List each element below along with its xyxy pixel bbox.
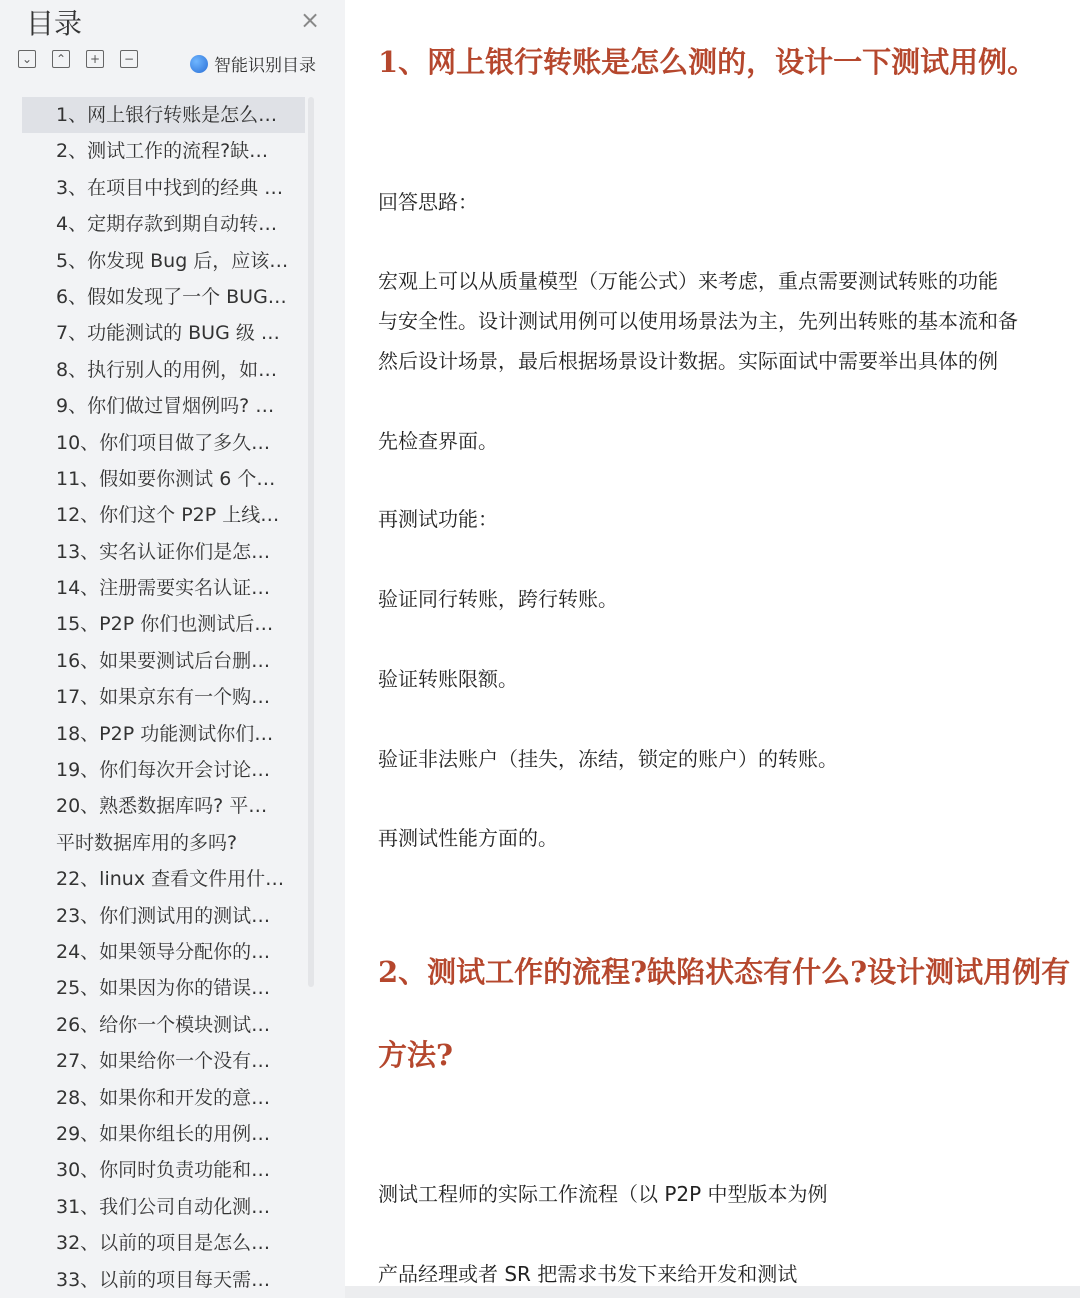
close-icon[interactable]: × — [300, 6, 321, 34]
toc-item[interactable]: 1、网上银行转账是怎么… — [22, 97, 305, 133]
smart-toc-label: 智能识别目录 — [214, 56, 316, 76]
intro-line-2: 与安全性。设计测试用例可以使用场景法为主，先列出转账的基本流和备 — [378, 309, 1018, 333]
paragraph-verify-3: 验证非法账户（挂失，冻结，锁定的账户）的转账。 — [378, 747, 838, 771]
smart-toc-button[interactable] — [190, 51, 316, 76]
toc-item[interactable]: 33、以前的项目每天需… — [56, 1268, 271, 1291]
intro-line-1: 宏观上可以从质量模型（万能公式）来考虑，重点需要测试转账的功能 — [378, 269, 998, 293]
toc-list — [22, 97, 305, 1298]
collapse-all-icon[interactable]: ⌄ — [18, 50, 36, 68]
toc-item[interactable]: 25、如果因为你的错误… — [56, 977, 271, 1000]
toc-item[interactable]: 12、你们这个 P2P 上线… — [56, 504, 280, 527]
toc-item[interactable]: 23、你们测试用的测试… — [56, 904, 271, 927]
toc-item[interactable]: 15、P2P 你们也测试后… — [56, 613, 274, 636]
toc-item[interactable]: 5、你发现 Bug 后，应该… — [56, 249, 289, 272]
paragraph-test-func: 再测试功能： — [378, 507, 498, 531]
toc-item[interactable]: 18、P2P 功能测试你们… — [56, 722, 274, 745]
expand-up-icon[interactable]: ⌃ — [52, 50, 70, 68]
toc-sidebar — [0, 0, 345, 1298]
toc-item[interactable]: 13、实名认证你们是怎… — [56, 540, 271, 563]
smart-toc-icon — [190, 55, 208, 73]
toc-item[interactable]: 8、执行别人的用例，如… — [56, 358, 278, 381]
paragraph-flow: 测试工程师的实际工作流程（以 P2P 中型版本为例 — [378, 1182, 828, 1206]
paragraph-verify-2: 验证转账限额。 — [378, 667, 518, 691]
toc-item[interactable]: 30、你同时负责功能和… — [56, 1159, 271, 1182]
paragraph-last: 产品经理或者 SR 把需求书发下来给开发和测试 — [378, 1262, 798, 1286]
collapse-minus-icon[interactable]: − — [120, 50, 138, 68]
toc-item[interactable]: 10、你们项目做了多久… — [56, 431, 271, 454]
toc-title: 目录 — [26, 7, 83, 40]
heading-1: 1、网上银行转账是怎么测的，设计一下测试用例。 — [378, 45, 1037, 79]
horizontal-scrollbar[interactable] — [345, 1286, 1080, 1298]
toc-toolbar — [18, 50, 138, 68]
answer-label: 回答思路： — [378, 190, 478, 214]
toc-item[interactable]: 32、以前的项目是怎么… — [56, 1232, 271, 1255]
paragraph-perf: 再测试性能方面的。 — [378, 826, 558, 850]
expand-plus-icon[interactable]: + — [86, 50, 104, 68]
toc-item[interactable]: 2、测试工作的流程?缺… — [56, 140, 269, 163]
paragraph-verify-1: 验证同行转账，跨行转账。 — [378, 587, 618, 611]
toc-item[interactable]: 11、假如要你测试 6 个… — [56, 467, 276, 490]
toc-scrollbar[interactable] — [308, 97, 314, 987]
toc-item[interactable]: 4、定期存款到期自动转… — [56, 213, 278, 236]
toc-item[interactable]: 29、如果你组长的用例… — [56, 1122, 271, 1145]
toc-item[interactable]: 平时数据库用的多吗? — [56, 831, 238, 854]
toc-item[interactable]: 24、如果领导分配你的… — [56, 940, 271, 963]
toc-item[interactable]: 7、功能测试的 BUG 级 … — [56, 322, 280, 345]
heading-2-line-2: 方法? — [378, 1038, 453, 1072]
toc-item[interactable]: 26、给你一个模块测试… — [56, 1013, 271, 1036]
toc-item[interactable]: 16、如果要测试后台删… — [56, 649, 271, 672]
toc-item[interactable]: 22、linux 查看文件用什… — [56, 868, 285, 891]
toc-item[interactable]: 31、我们公司自动化测… — [56, 1195, 271, 1218]
toc-item[interactable]: 9、你们做过冒烟例吗? … — [56, 395, 275, 418]
toc-item[interactable]: 27、如果给你一个没有… — [56, 1050, 271, 1073]
toc-item[interactable]: 6、假如发现了一个 BUG… — [56, 285, 287, 308]
toc-item[interactable]: 17、如果京东有一个购… — [56, 686, 271, 709]
paragraph-check-ui: 先检查界面。 — [378, 429, 498, 453]
document-content — [345, 0, 1080, 1298]
toc-item[interactable]: 28、如果你和开发的意… — [56, 1086, 271, 1109]
toc-item[interactable]: 19、你们每次开会讨论… — [56, 759, 271, 782]
intro-line-3: 然后设计场景，最后根据场景设计数据。实际面试中需要举出具体的例 — [378, 349, 998, 373]
toc-item[interactable]: 20、熟悉数据库吗? 平… — [56, 795, 268, 818]
toc-item[interactable]: 14、注册需要实名认证… — [56, 577, 271, 600]
toc-item[interactable]: 3、在项目中找到的经典 … — [56, 176, 284, 199]
heading-2-line-1: 2、测试工作的流程?缺陷状态有什么?设计测试用例有 — [378, 955, 1071, 989]
